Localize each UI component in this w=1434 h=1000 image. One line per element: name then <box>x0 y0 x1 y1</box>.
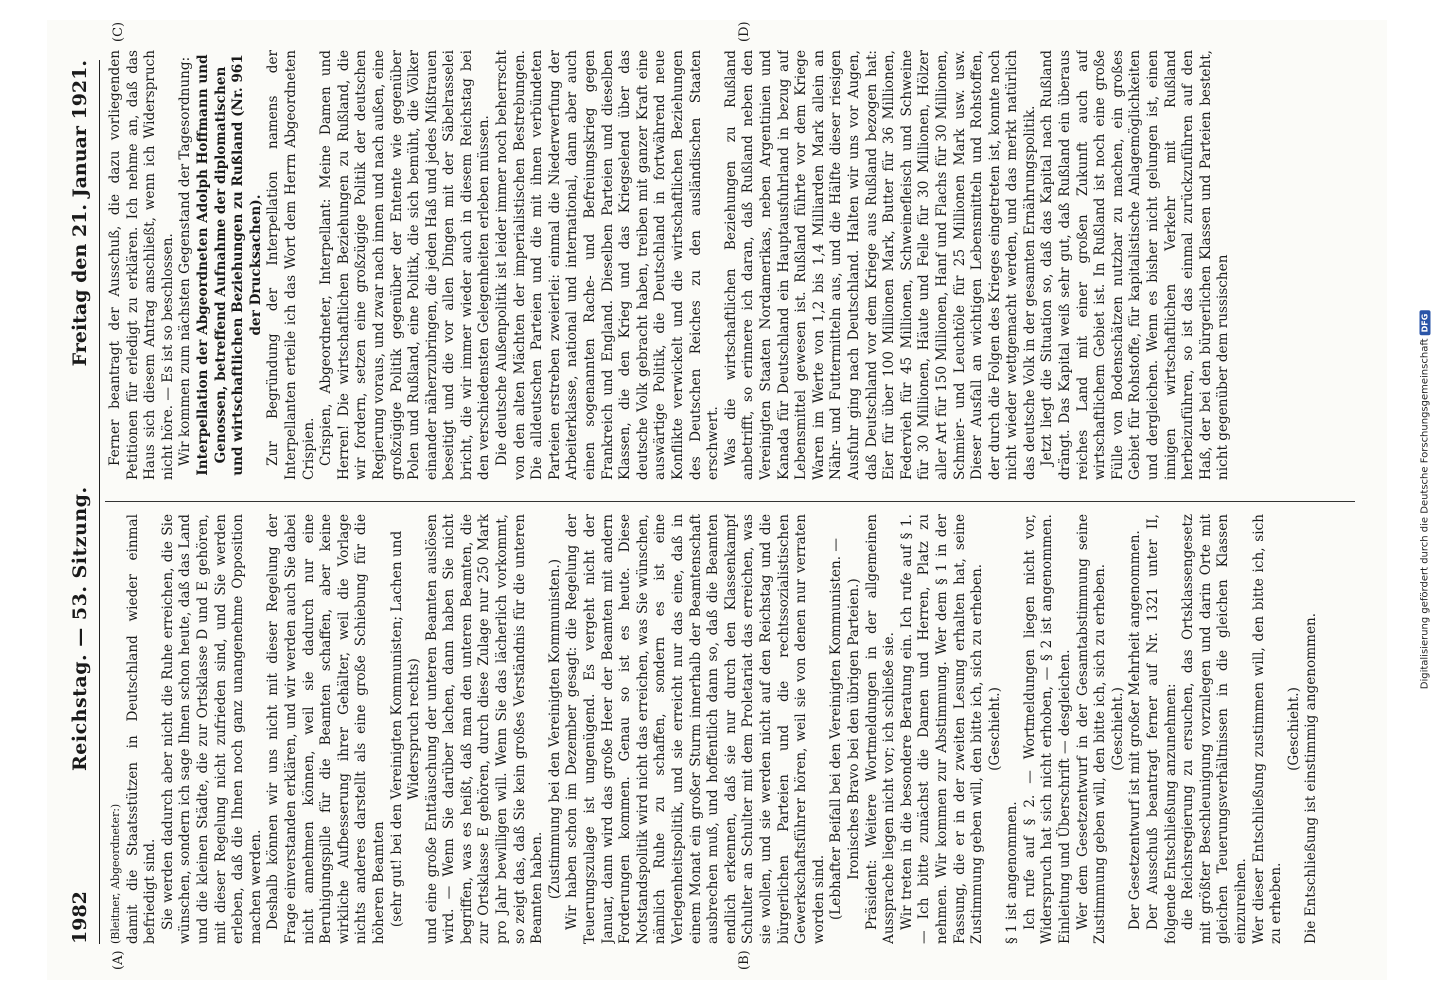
page-header <box>69 60 100 944</box>
paragraph: Sie werden dadurch aber nicht die Ruhe erreichen, die Sie wünschen, sondern ich sage Ihnen schon heute, daß das Land und die kleinen Städte, die zur Ortsklasse D und E gehören, mit dieser Regelung nicht zufrieden sind, und Sie werden erleben, daß die Ihnen noch ganz unangenehme Opposition machen werden. <box>159 514 264 944</box>
interjection: (Zustimmung bei den Vereinigten Kommunisten.) <box>546 558 563 900</box>
interjection: (Geschieht.) <box>986 687 1003 771</box>
session-date: Freitag den 21. Januar 1921. <box>69 60 91 367</box>
paragraph: Wir kommen zum nächsten Gegenstand der Tagesordnung: <box>177 56 194 466</box>
margin-marker-b: (B) <box>737 950 752 970</box>
page-number: 1982 <box>69 891 91 944</box>
paragraph: und eine große Enttäuschung der unteren Beamten auslösen wird. — Wenn Sie darüber lachen, dann haben Sie nicht begriffen, was es heißt, daß man den unteren Beamten, die zur Ortsklasse E gehören, durch diese Zulage nur 250 Mark pro Jahr bewilligen will. Wenn Sie das lächerlich vorkommt, so zeigt das, daß Sie kein großes Verständnis für die unteren Beamten haben. <box>423 514 546 944</box>
paragraph: Wir haben schon im Dezember gesagt: die Regelung der Teuerungszulage ist ungenügend. Es vergeht nicht der Januar, dann wird das große Heer der Beamten mit andern Forderungen kommen. Genau so ist es heute. Diese Notstandspolitik wird nicht das erreichen, was Sie wünschen, nämlich Ruhe zu schaffen, sondern es ist eine Verlegenheitspolitik, und sie erreicht nur das eine, daß in einem Monat ein großer Sturm innerhalb der Beamtenschaft ausbrechen muß, und hoffentlich dann so, daß die Beamten endlich erkennen, daß sie nur durch den Klassenkampf Schulter an Schulter mit dem Proletariat das erreichen, was sie wollen, und sie werden nicht auf den Reichstag und die bürgerlichen Parteien und die rechtssozialistischen Gewerkschaftsführer hören, weil sie von denen nur verraten worden sind. <box>564 514 827 944</box>
margin-marker-d: (D) <box>737 21 752 42</box>
document-page <box>47 20 1387 980</box>
credit-text: Digitalisierung gefördert durch die Deutsche Forschungsgemeinschaft <box>1419 338 1431 690</box>
paragraph: Die Entschließung ist einstimmig angenommen. <box>1303 612 1320 944</box>
paragraph: Crispien, Abgeordneter, Interpellant: Meine Damen und Herren! Die wirtschaftlichen Beziehungen zu Rußland, die wir fordern, setzen eine großzügige Politik der deutschen Regierung voraus, und zwar nach innen und nach außen, eine großzügige Politik gegenüber der Entente wie gegenüber Polen und Rußland, eine Politik, die sich bemüht, die Völker einander näherzubringen, die jeden Haß und jedes Mißtrauen beseitigt und die vor allen Dingen mit der Säbelrasselei bricht, die wir immer wieder auch in diesem Reichstag bei den verschiedensten Gelegenheiten erleben müssen. <box>318 50 493 480</box>
paragraph: Der Gesetzentwurf ist mit großer Mehrheit angenommen. <box>1127 530 1144 930</box>
interjection: (Geschieht.) <box>1109 687 1126 771</box>
margin-marker-c: (C) <box>111 21 126 42</box>
right-column <box>107 50 1357 480</box>
paragraph: Wer dem Gesetzentwurf in der Gesamtabstimmung seine Zustimmung geben will, den bitte ich, sich zu erheben. <box>1074 514 1109 944</box>
paragraph: Wir treten in die besondere Beratung ein. Ich rufe auf § 1. — Ich bitte zunächst die Damen und Herren, Platz zu nehmen. Wir kommen zur Abstimmung. Wer dem § 1 in der Fassung, die er in der zweiten Lesung erhalten hat, seine Zustimmung geben will, den bitte ich, sich zu erheben. <box>898 514 986 944</box>
speaker-line: (Bleitner, Abgeordneter:) <box>109 803 122 944</box>
agenda-item-title: Interpellation der Abgeordneten Adolph Hoffmann und Genossen, betreffend Aufnahme der diplomatischen und wirtschaftlichen Beziehungen zu Rußland (Nr. 961 der Drucksachen). <box>194 54 264 476</box>
paragraph: Was die wirtschaftlichen Beziehungen zu Rußland anbetrifft, so erinnere ich daran, daß Rußland neben den Vereinigten Staaten Nordamerikas, neben Argentinien und Kanada für Deutschland ein Hauptausfuhrland in bezug auf Lebensmittel gewesen ist. Rußland führte vor dem Kriege Waren im Werte von 1,2 bis 1,4 Milliarden Mark allein an Nähr- und Futtermitteln aus, und die Hälfte dieser riesigen Ausfuhr ging nach Deutschland. Halten wir uns vor Augen, daß Deutschland vor dem Kriege aus Rußland bezogen hat: Eier für über 100 Millionen Mark, Butter für 36 Millionen, Federvieh für 45 Millionen, Schweinefleisch und Schweine für 30 Millionen, Häute und Felle für 30 Millionen, Hölzer aller Art für 150 Millionen, Hanf und Flachs für 30 Millionen, Schmier- und Leuchtöle für 25 Millionen Mark usw. usw. Dieser Ausfall an wichtigen Lebensmitteln und Rohstoffen, der durch die Folgen des Krieges eingetreten ist, konnte noch nicht wieder wettgemacht werden, und das merkt natürlich das deutsche Volk in der gesamten Ernährungspolitik. <box>722 50 1038 480</box>
resolution-text: die Reichsregierung zu ersuchen, das Ortsklassengesetz mit größter Beschleunigung vorzulegen und darin Orte mit gleichen Teuerungsverhältnissen in die gleichen Klassen einzureihen. <box>1180 514 1249 944</box>
session-title: Reichstag. — 53. Sitzung. <box>69 486 91 772</box>
paragraph: § 1 ist angenommen. <box>1004 801 1021 944</box>
paragraph: Jetzt liegt die Situation so, daß das Kapital nach Rußland drängt. Das Kapital weiß sehr gut, daß Rußland ein überaus reiches Land mit einer großen Zukunft auch auf wirtschaftlichem Gebiet ist. In Rußland ist noch eine große Fülle von Bodenschätzen nutzbar zu machen, ein großes Gebiet für Rohstoffe, für kapitalistische Anlagemöglichkeiten und dergleichen. Wenn es bisher nicht gelungen ist, einen innigen wirtschaftlichen Verkehr mit Rußland herbeizuführen, so ist das einmal zurückzuführen auf den Haß, der bei den bürgerlichen Klassen und Parteien besteht, nicht gegenüber dem russischen <box>1039 50 1232 480</box>
dfg-logo: DFG <box>1420 311 1431 336</box>
paragraph: Wer dieser Entschließung zustimmen will, den bitte ich, sich zu erheben. <box>1250 514 1285 944</box>
paragraph: Zur Begründung der Interpellation namens der Interpellanten erteile ich das Wort dem Herrn Abgeordneten Crispien. <box>265 50 317 480</box>
paragraph: Präsident: Weitere Wortmeldungen in der allgemeinen Aussprache liegen nicht vor; ich schließe sie. <box>863 514 898 944</box>
interjection: (Geschieht.) <box>1285 687 1302 771</box>
paragraph: damit die Staatsstützen in Deutschland wieder einmal befriedigt sind. <box>124 514 159 944</box>
left-column <box>107 514 1357 944</box>
interjection: (sehr gut! bei den Vereinigten Kommunisten; Lachen und Widerspruch rechts) <box>388 530 423 928</box>
paragraph: Die deutsche Außenpolitik ist leider immer noch beherrscht von den alten Mächten der imperialistischen Bestrebungen. Die alldeutschen Parteien und die mit ihnen verbündeten Parteien erstreben zweierlei: einmal die Niederwerfung der Arbeiterklasse, national und international, dann aber auch einen sogenannten Rache- und Befreiungskrieg gegen Frankreich und England. Dieselben Parteien und dieselben Klassen, die den Krieg und das Kriegselend über das deutsche Volk gebracht haben, treiben mit ganzer Kraft eine auswärtige Politik, die Deutschland in fortwährend neue Konflikte verwickelt und die wirtschaftlichen Beziehungen des Deutschen Reiches zu den ausländischen Staaten erschwert. <box>494 50 722 480</box>
paragraph: Ferner beantragt der Ausschuß, die dazu vorliegenden Petitionen für erledigt zu erklären. Ich nehme an, daß das Haus sich diesem Antrag anschließt, wenn ich Widerspruch nicht höre. — Es ist so beschlossen. <box>107 50 176 480</box>
digitization-credit <box>1418 8 1432 992</box>
margin-marker-a: (A) <box>111 950 126 970</box>
paragraph: Deshalb können wir uns nicht mit dieser Regelung der Frage einverstanden erklären, und wir werden auch Sie dabei nicht annehmen können, weil sie dadurch nur eine Beruhigungspille für die Beamten schaffen, aber keine wirkliche Aufbesserung ihrer Gehälter, weil die Vorlage nichts anderes darstellt als eine große Schiebung für die höheren Beamten <box>265 514 387 944</box>
interjection: (Lebhafter Beifall bei den Vereinigten Kommunisten. — Ironisches Bravo bei den übrigen Parteien.) <box>828 537 862 921</box>
column-divider <box>105 501 1355 502</box>
paragraph: Der Ausschuß beantragt ferner auf Nr. 1321 unter II, folgende Entschließung anzunehmen: <box>1145 514 1179 944</box>
paragraph: Ich rufe auf § 2. — Wortmeldungen liegen nicht vor, Widerspruch hat sich nicht erhoben, — § 2 ist angenommen. Einleitung und Überschrift — desgleichen. <box>1021 514 1074 944</box>
